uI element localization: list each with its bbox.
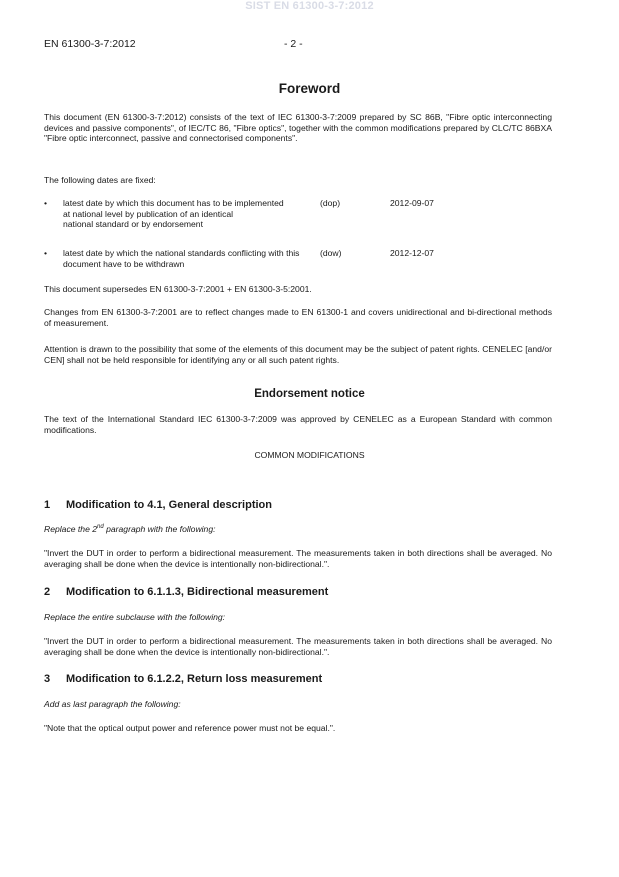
mod-3-title: Modification to 6.1.2.2, Return loss measurement: [66, 673, 323, 685]
mod-1-number: 1: [44, 499, 51, 511]
date-dop-code: (dop): [320, 198, 341, 208]
mod-1-text: "Invert the DUT in order to perform a bidirectional measurement. The measurements taken in both directions shall be averaged. No averaging shall be done when the device is intentionally non-bidirectional.".: [44, 548, 552, 569]
patent-text: Attention is drawn to the possibility that some of the elements of this document may be the subject of patent rights. CENELEC [and/or CEN] shall not be held responsible for identifying any or all such patent rights.: [44, 344, 552, 365]
date-dop-value: 2012-09-07: [390, 198, 434, 208]
date-item-dop: [63, 198, 313, 230]
dates-intro: The following dates are fixed:: [44, 175, 156, 185]
endorsement-title: Endorsement notice: [254, 388, 365, 400]
common-modifications-heading: COMMON MODIFICATIONS: [254, 450, 365, 460]
foreword-intro: This document (EN 61300-3-7:2012) consists of the text of IEC 61300-3-7:2009 prepared by SC 86B, "Fibre optic interconnecting devices and passive components", of IEC/TC 86, "Fibre optics", together with the common modifications prepared by CLC/TC 86BXA "Fibre optic interconnect, passive and connectorised components".: [44, 112, 552, 144]
mod-1-instr-pre: Replace the 2: [44, 524, 98, 534]
bullet-dow: •: [44, 248, 48, 258]
supersedes-text: This document supersedes EN 61300-3-7:2001 + EN 61300-3-5:2001.: [44, 284, 312, 294]
date-dop-line2: at national level by publication of an identical: [63, 208, 234, 219]
mod-2-instruction: Replace the entire subclause with the following:: [44, 612, 226, 622]
date-dow-value: 2012-12-07: [390, 248, 434, 258]
foreword-title: Foreword: [278, 81, 341, 96]
bullet-dop: •: [44, 198, 48, 208]
mod-1-instr-sup: nd: [97, 524, 104, 531]
mod-3-text: "Note that the optical output power and reference power must not be equal.".: [44, 723, 336, 733]
date-dow-code: (dow): [320, 248, 342, 258]
mod-3-heading: [44, 673, 322, 685]
header-page-number: - 2 -: [284, 38, 303, 50]
header-doc-id: EN 61300-3-7:2012: [44, 38, 136, 50]
mod-2-title: Modification to 6.1.1.3, Bidirectional measurement: [66, 586, 329, 598]
mod-2-heading: [44, 586, 328, 598]
mod-2-text: "Invert the DUT in order to perform a bidirectional measurement. The measurements taken in both directions shall be averaged. No averaging shall be done when the device is intentionally non-bidirectional.".: [44, 636, 552, 657]
mod-1-instruction: [44, 524, 216, 534]
changes-text: Changes from EN 61300-3-7:2001 are to reflect changes made to EN 61300-1 and covers unidirectional and bi-directional methods of measurement.: [44, 307, 552, 328]
watermark: SIST EN 61300-3-7:2012: [245, 0, 374, 12]
mod-1-instr-post: paragraph with the following:: [103, 524, 216, 534]
mod-1-title: Modification to 4.1, General description: [66, 499, 272, 511]
mod-1-heading: [44, 499, 272, 511]
mod-2-number: 2: [44, 586, 51, 598]
mod-3-instruction: Add as last paragraph the following:: [44, 699, 181, 709]
mod-3-number: 3: [44, 673, 51, 685]
endorsement-text: The text of the International Standard IEC 61300-3-7:2009 was approved by CENELEC as a European Standard with common modifications.: [44, 414, 552, 435]
date-dop-line1: latest date by which this document has to be implemented: [63, 198, 284, 208]
date-dow-text: latest date by which the national standards conflicting with this document have to be withdrawn: [63, 248, 300, 269]
date-dop-line3: national standard or by endorsement: [63, 219, 203, 229]
